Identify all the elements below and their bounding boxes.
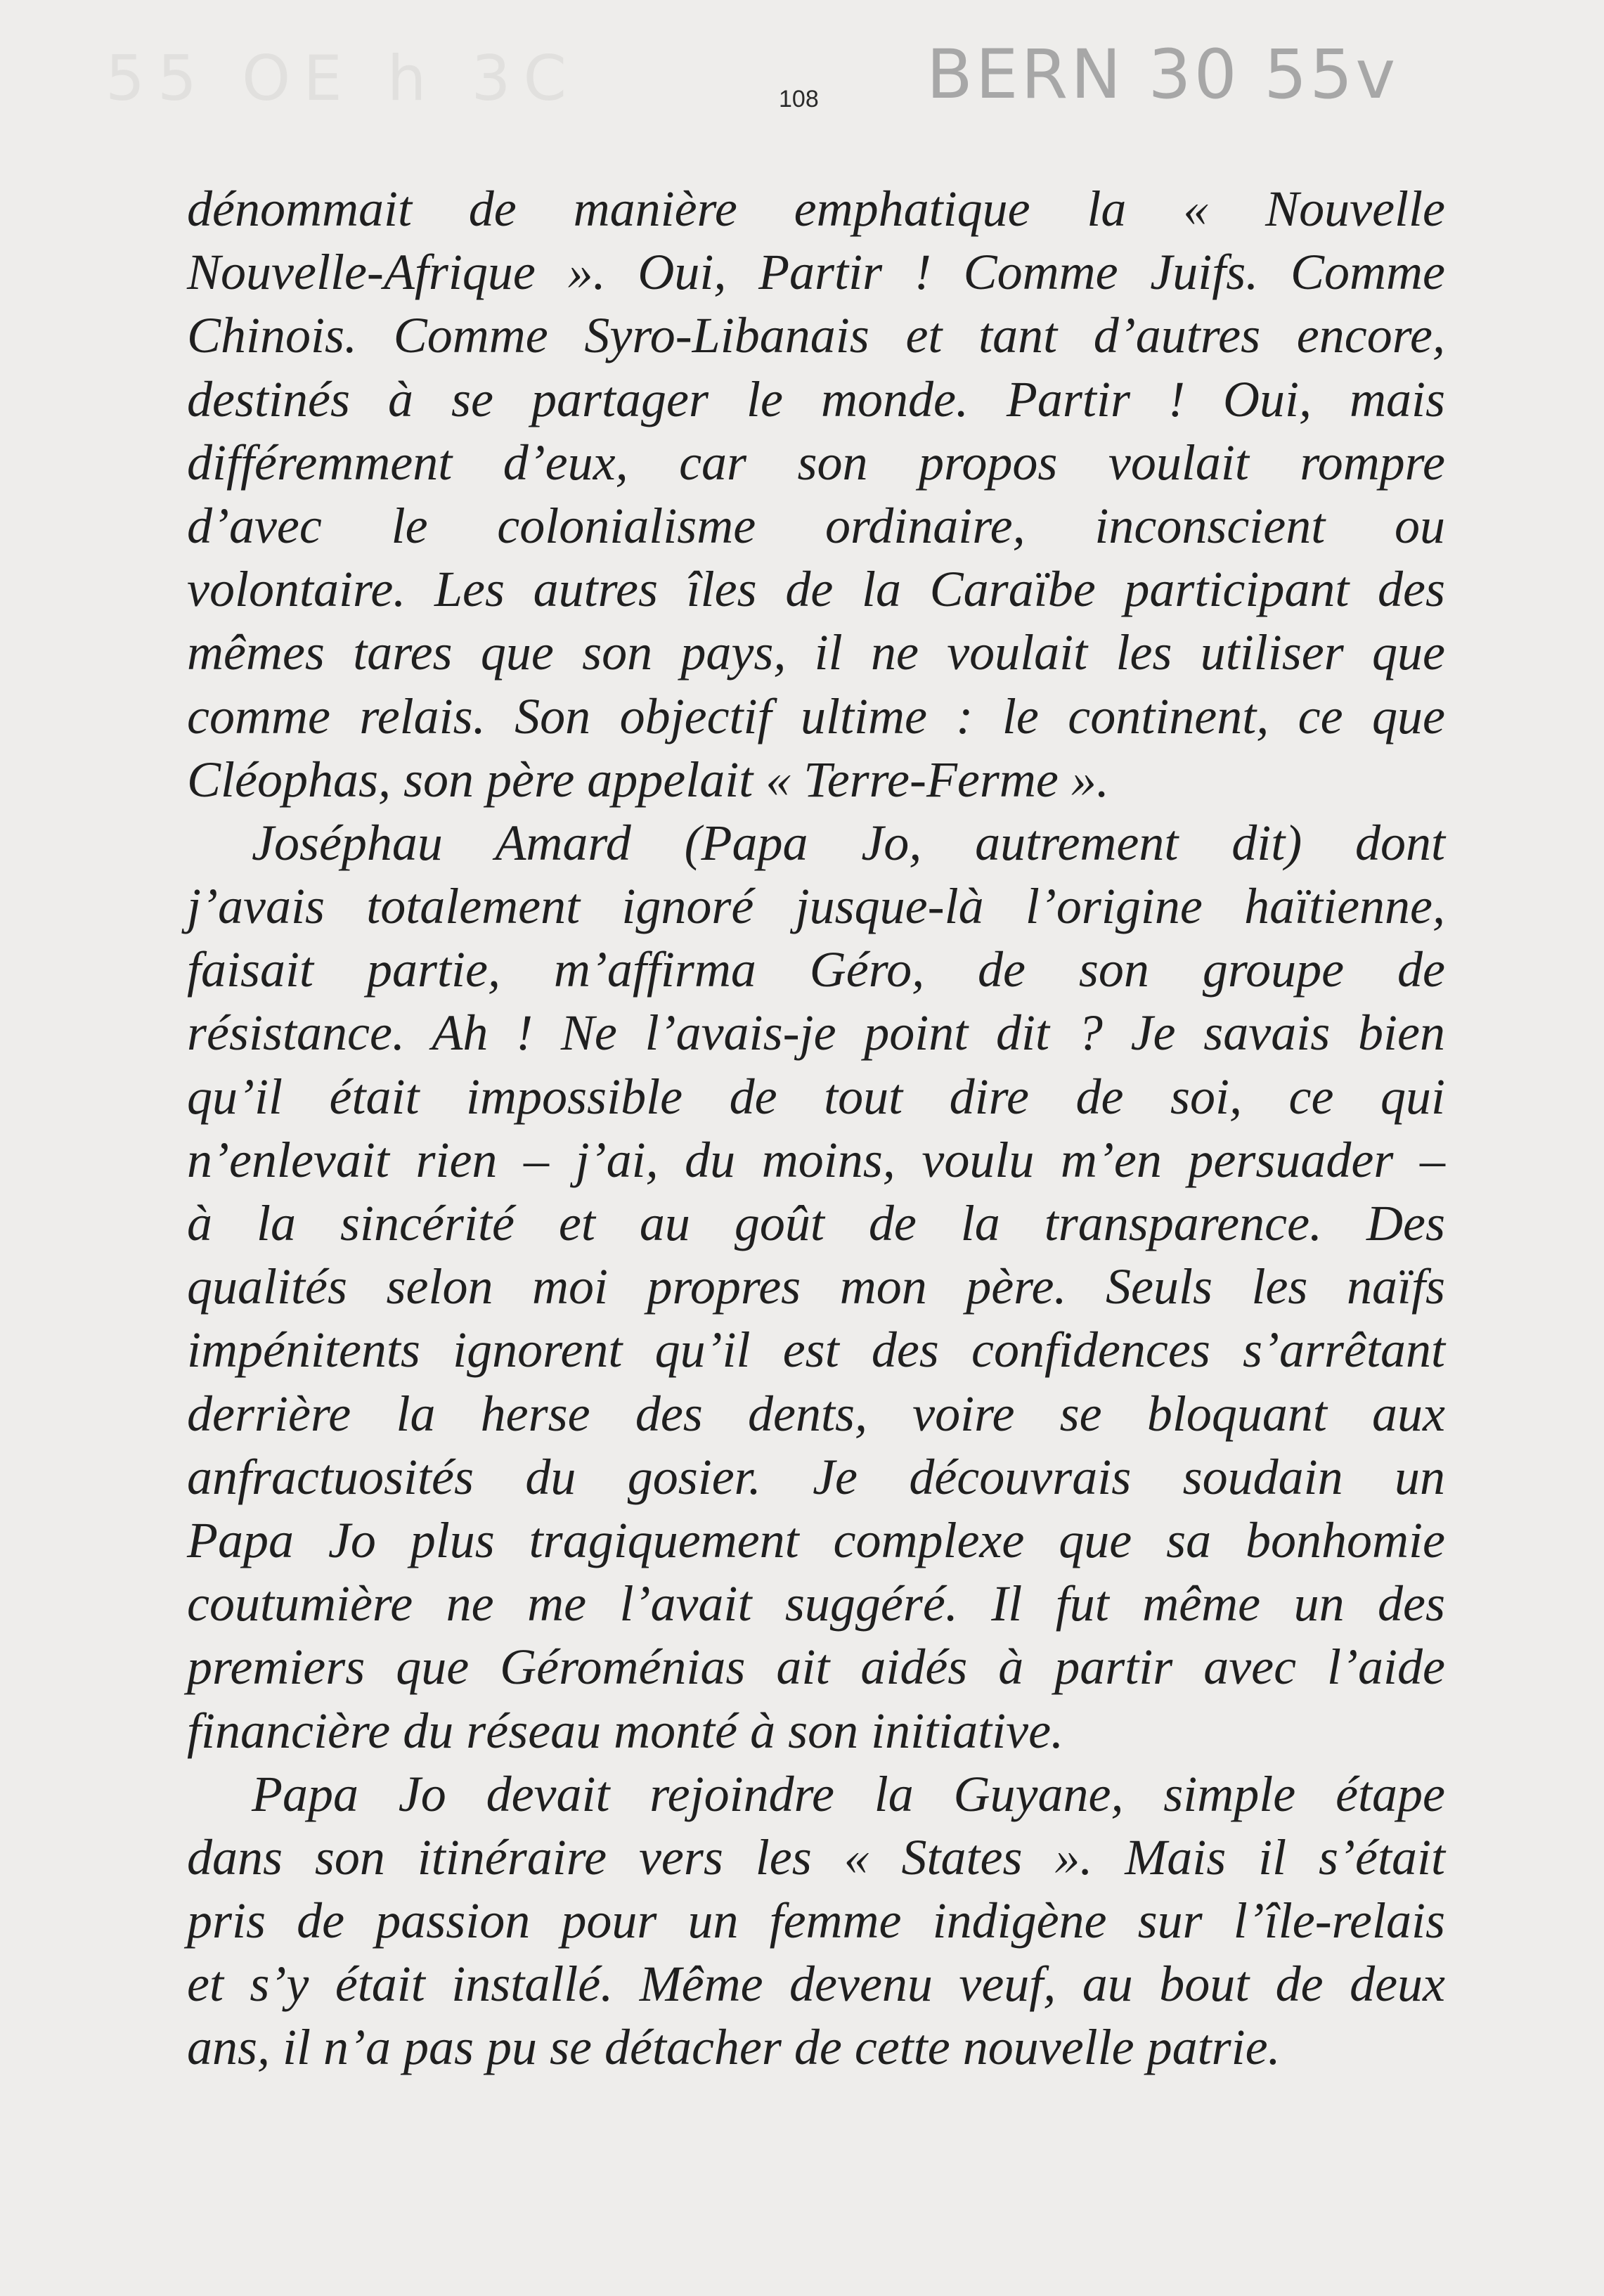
text-line: d’avec le colonialisme ordinaire, inconscient ou bbox=[187, 497, 1445, 554]
text-line: qu’il était impossible de tout dire de soi, ce qui bbox=[187, 1068, 1445, 1125]
text-line: résistance. Ah ! Ne l’avais-je point dit ? Je savais bien bbox=[187, 1005, 1445, 1062]
text-line: et s’y était installé. Même devenu veuf, au bout de deux bbox=[187, 1956, 1445, 2013]
text-line: anfractuosités du gosier. Je découvrais soudain un bbox=[187, 1448, 1445, 1505]
bleed-through-text: 55 OE h 3C bbox=[105, 42, 579, 115]
text-line: Papa Jo devait rejoindre la Guyane, simple étape bbox=[252, 1765, 1445, 1822]
text-line: coutumière ne me l’avait suggéré. Il fut même un des bbox=[187, 1575, 1445, 1632]
page-number: 108 bbox=[779, 86, 819, 112]
text-line: derrière la herse des dents, voire se bloquant aux bbox=[187, 1385, 1445, 1442]
text-line: ans, il n’a pas pu se détacher de cette nouvelle patrie. bbox=[187, 2019, 1281, 2076]
text-line: Papa Jo plus tragiquement complexe que sa bonhomie bbox=[187, 1511, 1445, 1568]
text-line: dans son itinéraire vers les « States ». Mais il s’était bbox=[187, 1829, 1445, 1885]
text-line: financière du réseau monté à son initiative. bbox=[187, 1702, 1064, 1759]
text-line: différemment d’eux, car son propos voulait rompre bbox=[187, 434, 1445, 491]
text-line: Joséphau Amard (Papa Jo, autrement dit) dont bbox=[252, 814, 1445, 871]
text-line: pris de passion pour un femme indigène sur l’île-relais bbox=[187, 1892, 1445, 1949]
text-line: Chinois. Comme Syro-Libanais et tant d’autres encore, bbox=[187, 307, 1445, 364]
body-text bbox=[187, 177, 1445, 2079]
text-line: mêmes tares que son pays, il ne voulait les utiliser que bbox=[187, 624, 1445, 681]
text-line: qualités selon moi propres mon père. Seuls les naïfs bbox=[187, 1258, 1445, 1315]
text-line: j’avais totalement ignoré jusque-là l’origine haïtienne, bbox=[187, 878, 1445, 935]
paragraph-3 bbox=[187, 1762, 1445, 2079]
text-line: destinés à se partager le monde. Partir ! Oui, mais bbox=[187, 370, 1445, 427]
text-line: premiers que Géroménias ait aidés à partir avec l’aide bbox=[187, 1639, 1445, 1696]
text-line: à la sincérité et au goût de la transparence. Des bbox=[187, 1195, 1445, 1251]
text-line: comme relais. Son objectif ultime : le continent, ce que bbox=[187, 688, 1445, 744]
paragraph-2 bbox=[187, 811, 1445, 1762]
text-line: impénitents ignorent qu’il est des confidences s’arrêtant bbox=[187, 1322, 1445, 1379]
text-line: faisait partie, m’affirma Géro, de son groupe de bbox=[187, 941, 1445, 998]
paragraph-1 bbox=[187, 177, 1445, 811]
text-line: Nouvelle-Afrique ». Oui, Partir ! Comme Juifs. Comme bbox=[187, 244, 1445, 301]
text-line: n’enlevait rien – j’ai, du moins, voulu m’en persuader – bbox=[187, 1131, 1445, 1188]
text-line: dénommait de manière emphatique la « Nouvelle bbox=[187, 181, 1445, 237]
handwritten-shelfmark: BERN 30 55v bbox=[926, 35, 1399, 114]
text-line: volontaire. Les autres îles de la Caraïbe participant des bbox=[187, 561, 1445, 618]
text-line: Cléophas, son père appelait « Terre-Ferme ». bbox=[187, 751, 1109, 808]
